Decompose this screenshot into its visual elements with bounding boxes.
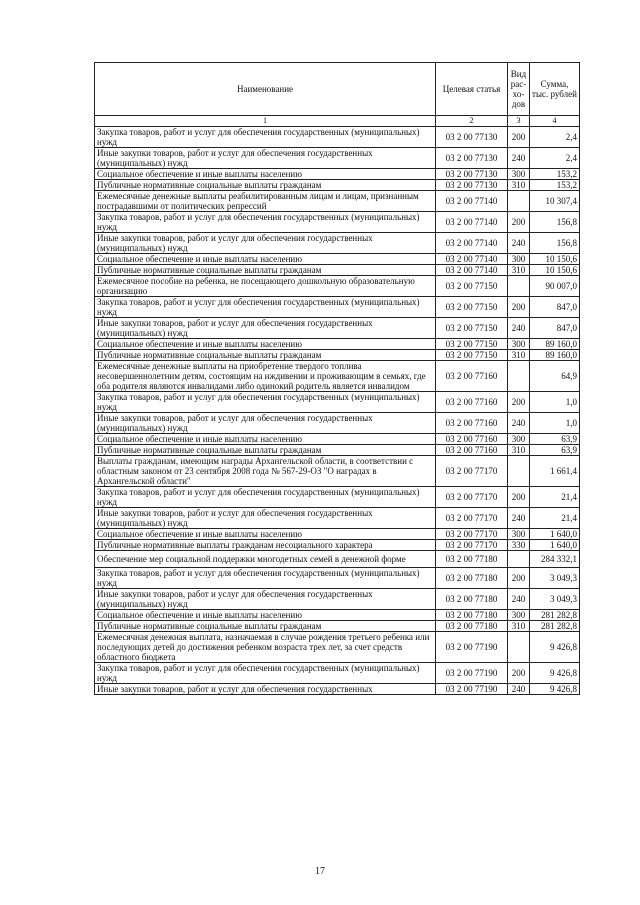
row-sum: 9 426,8 xyxy=(530,684,580,695)
row-target-code: 03 2 00 77180 xyxy=(436,621,508,632)
row-name: Публичные нормативные социальные выплаты гражданам xyxy=(95,265,436,276)
table-row xyxy=(95,127,580,148)
table-row xyxy=(95,434,580,445)
row-expense-type xyxy=(508,276,530,297)
table-row xyxy=(95,361,580,392)
row-expense-type: 200 xyxy=(508,392,530,413)
row-sum: 10 150,6 xyxy=(530,265,580,276)
row-sum: 3 049,3 xyxy=(530,568,580,589)
row-name: Закупка товаров, работ и услуг для обеспечения государственных (муниципальных) нужд xyxy=(95,392,436,413)
row-sum: 1 661,4 xyxy=(530,456,580,487)
table-row xyxy=(95,487,580,508)
row-expense-type: 240 xyxy=(508,589,530,610)
row-target-code: 03 2 00 77160 xyxy=(436,361,508,392)
row-sum: 10 307,4 xyxy=(530,191,580,212)
row-name: Социальное обеспечение и иные выплаты населению xyxy=(95,169,436,180)
row-target-code: 03 2 00 77190 xyxy=(436,684,508,695)
table-row xyxy=(95,632,580,663)
row-name: Публичные нормативные социальные выплаты гражданам xyxy=(95,180,436,191)
row-sum: 847,0 xyxy=(530,318,580,339)
row-name: Иные закупки товаров, работ и услуг для обеспечения государственных (муниципальных) нужд xyxy=(95,233,436,254)
row-name: Публичные нормативные социальные выплаты гражданам xyxy=(95,621,436,632)
row-target-code: 03 2 00 77160 xyxy=(436,392,508,413)
row-sum: 10 150,6 xyxy=(530,254,580,265)
table-row xyxy=(95,551,580,568)
row-target-code: 03 2 00 77170 xyxy=(436,508,508,529)
row-target-code: 03 2 00 77130 xyxy=(436,148,508,169)
table-row xyxy=(95,233,580,254)
row-expense-type: 240 xyxy=(508,508,530,529)
row-expense-type: 300 xyxy=(508,169,530,180)
header-sum: Сумма, тыс. рублей xyxy=(530,63,580,116)
table-body xyxy=(95,127,580,695)
table-row xyxy=(95,663,580,684)
row-target-code: 03 2 00 77150 xyxy=(436,276,508,297)
table-row xyxy=(95,445,580,456)
row-sum: 89 160,0 xyxy=(530,339,580,350)
row-sum: 156,8 xyxy=(530,233,580,254)
row-expense-type: 240 xyxy=(508,684,530,695)
row-target-code: 03 2 00 77180 xyxy=(436,568,508,589)
row-target-code: 03 2 00 77170 xyxy=(436,540,508,551)
row-expense-type: 240 xyxy=(508,318,530,339)
row-target-code: 03 2 00 77130 xyxy=(436,127,508,148)
row-target-code: 03 2 00 77140 xyxy=(436,212,508,233)
header-type: Вид рас- хо- дов xyxy=(508,63,530,116)
row-target-code: 03 2 00 77180 xyxy=(436,589,508,610)
row-expense-type: 310 xyxy=(508,445,530,456)
row-name: Обеспечение мер социальной поддержки многодетных семей в денежной форме xyxy=(95,551,436,568)
table-row xyxy=(95,169,580,180)
row-target-code: 03 2 00 77160 xyxy=(436,445,508,456)
row-expense-type: 300 xyxy=(508,434,530,445)
row-name: Ежемесячное пособие на ребенка, не посещающего дошкольную образовательную организацию xyxy=(95,276,436,297)
row-target-code: 03 2 00 77160 xyxy=(436,434,508,445)
table-row xyxy=(95,212,580,233)
row-sum: 281 282,8 xyxy=(530,621,580,632)
row-target-code: 03 2 00 77150 xyxy=(436,350,508,361)
row-expense-type: 310 xyxy=(508,180,530,191)
table-row xyxy=(95,297,580,318)
row-sum: 156,8 xyxy=(530,212,580,233)
column-number: 2 xyxy=(436,116,508,127)
row-target-code: 03 2 00 77130 xyxy=(436,180,508,191)
table-row xyxy=(95,339,580,350)
row-expense-type: 240 xyxy=(508,148,530,169)
row-target-code: 03 2 00 77180 xyxy=(436,610,508,621)
row-expense-type: 300 xyxy=(508,339,530,350)
table-row xyxy=(95,180,580,191)
row-name: Социальное обеспечение и иные выплаты населению xyxy=(95,434,436,445)
row-target-code: 03 2 00 77140 xyxy=(436,254,508,265)
row-name: Ежемесячная денежная выплата, назначаемая в случае рождения третьего ребенка или последующих детей до достижения ребенком возраста трех лет, за счет средств областного бюджета xyxy=(95,632,436,663)
row-name: Выплаты гражданам, имеющим награды Архангельской области, в соответствии с областным законом от 23 сентября 2008 года № 567-29-ОЗ "О наградах в Архангельской области" xyxy=(95,456,436,487)
row-sum: 1 640,0 xyxy=(530,529,580,540)
row-name: Публичные нормативные социальные выплаты гражданам xyxy=(95,350,436,361)
table-row xyxy=(95,318,580,339)
row-target-code: 03 2 00 77170 xyxy=(436,529,508,540)
row-name: Публичные нормативные социальные выплаты гражданам xyxy=(95,445,436,456)
row-expense-type: 310 xyxy=(508,621,530,632)
table-row xyxy=(95,254,580,265)
row-name: Закупка товаров, работ и услуг для обеспечения государственных (муниципальных) нужд xyxy=(95,663,436,684)
table-row xyxy=(95,265,580,276)
row-expense-type: 300 xyxy=(508,254,530,265)
row-name: Иные закупки товаров, работ и услуг для обеспечения государственных (муниципальных) нужд xyxy=(95,508,436,529)
row-target-code: 03 2 00 77140 xyxy=(436,191,508,212)
row-sum: 21,4 xyxy=(530,508,580,529)
row-target-code: 03 2 00 77170 xyxy=(436,456,508,487)
table-row xyxy=(95,589,580,610)
row-sum: 153,2 xyxy=(530,180,580,191)
row-sum: 1,0 xyxy=(530,413,580,434)
row-expense-type: 240 xyxy=(508,413,530,434)
row-name: Ежемесячные денежные выплаты на приобретение твердого топлива несовершеннолетним детям, состоящим на иждивении и проживающим в семьях, где оба родителя являются инвалидами либо одинокий родитель является инвалидом xyxy=(95,361,436,392)
row-sum: 1,0 xyxy=(530,392,580,413)
row-sum: 64,9 xyxy=(530,361,580,392)
row-target-code: 03 2 00 77190 xyxy=(436,663,508,684)
page-number: 17 xyxy=(315,866,325,877)
row-expense-type: 300 xyxy=(508,529,530,540)
row-name: Иные закупки товаров, работ и услуг для обеспечения государственных (муниципальных) нужд xyxy=(95,413,436,434)
row-expense-type: 200 xyxy=(508,127,530,148)
row-sum: 3 049,3 xyxy=(530,589,580,610)
row-target-code: 03 2 00 77130 xyxy=(436,169,508,180)
column-number-row xyxy=(95,116,580,127)
row-sum: 90 007,0 xyxy=(530,276,580,297)
column-number: 4 xyxy=(530,116,580,127)
column-number: 1 xyxy=(95,116,436,127)
row-sum: 284 332,1 xyxy=(530,551,580,568)
column-number: 3 xyxy=(508,116,530,127)
row-name: Социальное обеспечение и иные выплаты населению xyxy=(95,254,436,265)
table-row xyxy=(95,540,580,551)
row-name: Социальное обеспечение и иные выплаты населению xyxy=(95,529,436,540)
row-target-code: 03 2 00 77150 xyxy=(436,318,508,339)
row-sum: 9 426,8 xyxy=(530,663,580,684)
row-expense-type xyxy=(508,632,530,663)
row-target-code: 03 2 00 77160 xyxy=(436,413,508,434)
row-name: Публичные нормативные выплаты гражданам несоциального характера xyxy=(95,540,436,551)
row-name: Иные закупки товаров, работ и услуг для обеспечения государственных (муниципальных) нужд xyxy=(95,589,436,610)
row-expense-type: 300 xyxy=(508,610,530,621)
row-expense-type: 330 xyxy=(508,540,530,551)
row-expense-type xyxy=(508,551,530,568)
row-name: Иные закупки товаров, работ и услуг для обеспечения государственных (муниципальных) нужд xyxy=(95,318,436,339)
header-code: Целевая статья xyxy=(436,63,508,116)
row-expense-type: 200 xyxy=(508,212,530,233)
row-expense-type xyxy=(508,361,530,392)
row-name: Социальное обеспечение и иные выплаты населению xyxy=(95,339,436,350)
row-target-code: 03 2 00 77170 xyxy=(436,487,508,508)
row-expense-type: 310 xyxy=(508,350,530,361)
row-name: Закупка товаров, работ и услуг для обеспечения государственных (муниципальных) нужд xyxy=(95,487,436,508)
header-row xyxy=(95,63,580,116)
budget-table xyxy=(94,62,580,695)
row-sum: 2,4 xyxy=(530,148,580,169)
row-sum: 89 160,0 xyxy=(530,350,580,361)
row-target-code: 03 2 00 77180 xyxy=(436,551,508,568)
row-name: Закупка товаров, работ и услуг для обеспечения государственных (муниципальных) нужд xyxy=(95,212,436,233)
row-expense-type: 200 xyxy=(508,487,530,508)
row-name: Закупка товаров, работ и услуг для обеспечения государственных (муниципальных) нужд xyxy=(95,568,436,589)
row-name: Социальное обеспечение и иные выплаты населению xyxy=(95,610,436,621)
header-name: Наименование xyxy=(95,63,436,116)
row-expense-type xyxy=(508,456,530,487)
table-row xyxy=(95,276,580,297)
table-row xyxy=(95,610,580,621)
table-row xyxy=(95,191,580,212)
row-target-code: 03 2 00 77190 xyxy=(436,632,508,663)
table-row xyxy=(95,508,580,529)
row-name: Иные закупки товаров, работ и услуг для обеспечения государственных (муниципальных) нужд xyxy=(95,148,436,169)
row-sum: 847,0 xyxy=(530,297,580,318)
row-target-code: 03 2 00 77150 xyxy=(436,297,508,318)
row-name: Иные закупки товаров, работ и услуг для обеспечения государственных xyxy=(95,684,436,695)
row-sum: 153,2 xyxy=(530,169,580,180)
row-expense-type: 200 xyxy=(508,663,530,684)
row-name: Закупка товаров, работ и услуг для обеспечения государственных (муниципальных) нужд xyxy=(95,127,436,148)
row-sum: 21,4 xyxy=(530,487,580,508)
row-name: Закупка товаров, работ и услуг для обеспечения государственных (муниципальных) нужд xyxy=(95,297,436,318)
row-name: Ежемесячные денежные выплаты реабилитированным лицам и лицам, признанным пострадавшими от политических репрессий xyxy=(95,191,436,212)
row-sum: 9 426,8 xyxy=(530,632,580,663)
table-row xyxy=(95,413,580,434)
table-row xyxy=(95,529,580,540)
table-row xyxy=(95,350,580,361)
table-row xyxy=(95,621,580,632)
row-target-code: 03 2 00 77140 xyxy=(436,233,508,254)
table-row xyxy=(95,392,580,413)
row-target-code: 03 2 00 77140 xyxy=(436,265,508,276)
table-row xyxy=(95,148,580,169)
row-expense-type: 200 xyxy=(508,568,530,589)
row-expense-type: 240 xyxy=(508,233,530,254)
row-sum: 63,9 xyxy=(530,434,580,445)
table-row xyxy=(95,568,580,589)
table-row xyxy=(95,456,580,487)
table-row xyxy=(95,684,580,695)
row-expense-type: 310 xyxy=(508,265,530,276)
row-sum: 281 282,8 xyxy=(530,610,580,621)
row-target-code: 03 2 00 77150 xyxy=(436,339,508,350)
row-sum: 63,9 xyxy=(530,445,580,456)
row-sum: 2,4 xyxy=(530,127,580,148)
row-expense-type: 200 xyxy=(508,297,530,318)
row-sum: 1 640,0 xyxy=(530,540,580,551)
row-expense-type xyxy=(508,191,530,212)
